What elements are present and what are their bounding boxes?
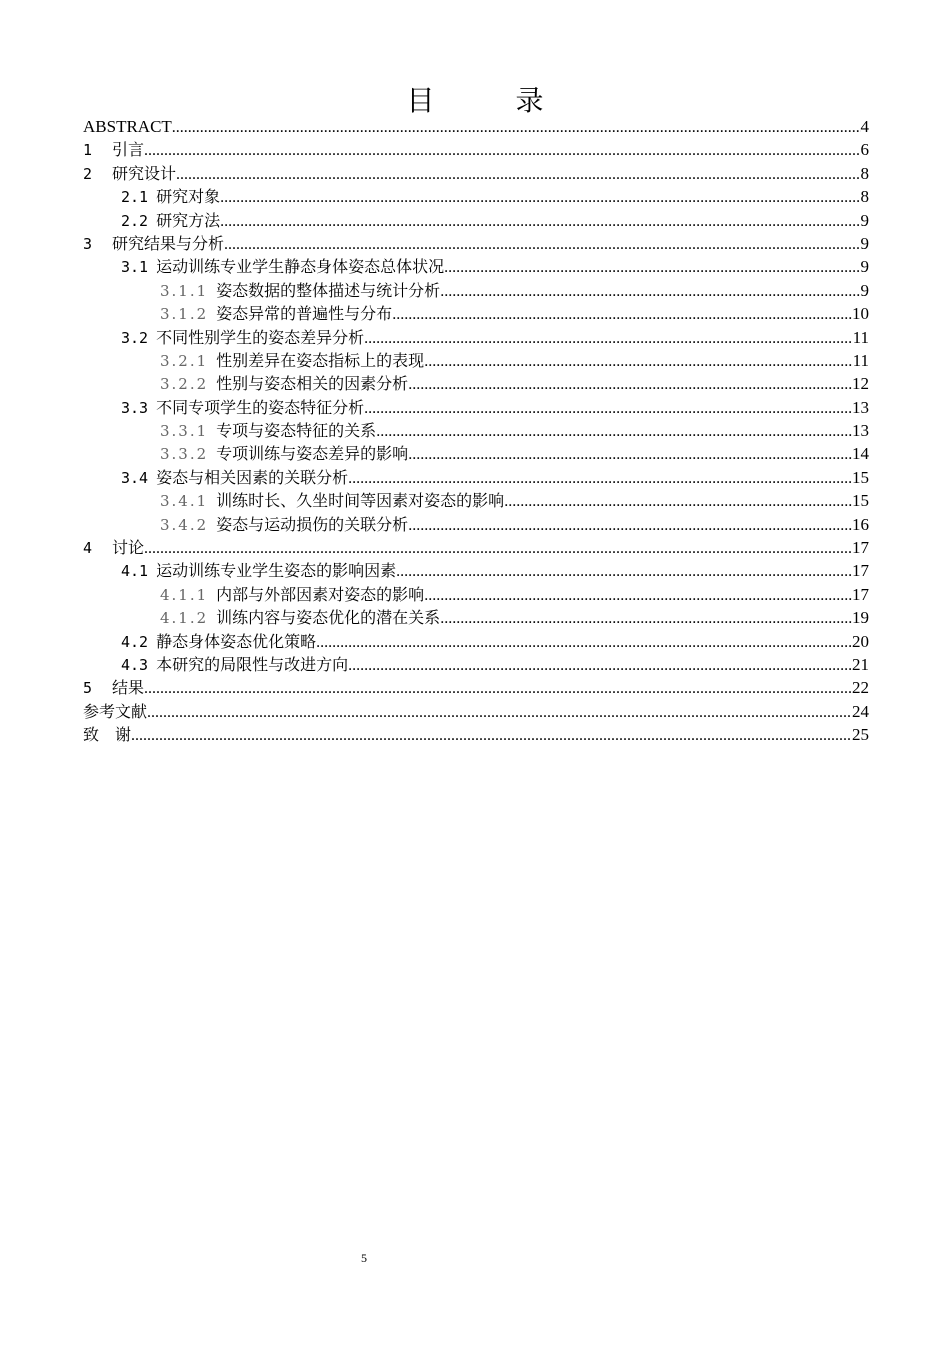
toc-entry-number: 3.3	[121, 398, 149, 417]
dot-leader	[504, 490, 852, 513]
dot-leader	[444, 256, 860, 279]
dot-leader	[316, 631, 852, 654]
toc-entry-label: 训练时长、久坐时间等因素对姿态的影响	[216, 491, 505, 511]
dot-leader	[348, 467, 852, 490]
toc-entry-number: 3.2.2	[160, 375, 209, 394]
toc-entry-label: 训练内容与姿态优化的潜在关系	[216, 608, 441, 628]
toc-entry[interactable]	[83, 536, 869, 559]
toc-entry[interactable]	[83, 138, 869, 161]
dot-leader	[131, 724, 852, 747]
toc-entry-page: 25	[852, 725, 869, 745]
toc-entry-label: 讨论	[112, 538, 145, 558]
toc-entry-page: 11	[852, 350, 869, 370]
toc-entry-label: 研究结果与分析	[112, 233, 225, 253]
dot-leader	[176, 163, 860, 186]
toc-entry[interactable]	[83, 255, 869, 278]
toc-entry[interactable]	[83, 232, 869, 255]
toc-entry-label: 引言	[112, 140, 145, 160]
toc-entry[interactable]	[83, 513, 869, 536]
dot-leader	[408, 443, 852, 466]
dot-leader	[396, 560, 852, 583]
toc-entry-number: 4.1.1	[160, 585, 209, 604]
dot-leader	[364, 397, 852, 420]
toc-entry-page: 9	[860, 257, 869, 277]
toc-entry-label: 研究方法	[156, 210, 221, 230]
toc-entry-number: 3.2	[121, 328, 149, 347]
toc-entry[interactable]	[83, 326, 869, 349]
toc-entry-label: 性别差异在姿态指标上的表现	[216, 350, 425, 370]
toc-entry-label: 静态身体姿态优化策略	[156, 631, 317, 651]
toc-entry-page: 15	[852, 467, 869, 487]
toc-entry-page: 11	[852, 327, 869, 347]
toc-entry-page: 8	[860, 163, 869, 183]
toc-entry-page: 17	[852, 561, 869, 581]
toc-entry-page: 20	[852, 631, 869, 651]
table-of-contents	[83, 115, 869, 747]
toc-entry-label: 内部与外部因素对姿态的影响	[216, 584, 425, 604]
toc-entry-page: 9	[860, 280, 869, 300]
toc-entry-label: 专项训练与姿态差异的影响	[216, 444, 409, 464]
toc-entry-page: 19	[852, 608, 869, 628]
dot-leader	[424, 350, 852, 373]
toc-entry-label: 运动训练专业学生姿态的影响因素	[156, 561, 397, 581]
dot-leader	[440, 607, 852, 630]
toc-entry-page: 9	[860, 210, 869, 230]
toc-entry-label: 本研究的局限性与改进方向	[156, 654, 349, 674]
dot-leader	[392, 303, 852, 326]
toc-entry[interactable]	[83, 279, 869, 302]
toc-entry-label: 姿态数据的整体描述与统计分析	[216, 280, 441, 300]
toc-entry-number: 5	[83, 679, 93, 698]
toc-entry-page: 6	[860, 140, 869, 160]
toc-entry-number: 3	[83, 234, 93, 253]
toc-entry[interactable]	[83, 419, 869, 442]
toc-entry-label: 姿态异常的普遍性与分布	[216, 304, 393, 324]
toc-entry-label: 性别与姿态相关的因素分析	[216, 374, 409, 394]
toc-entry[interactable]	[83, 653, 869, 676]
dot-leader	[224, 233, 860, 256]
toc-entry-number: 4.1	[121, 562, 149, 581]
toc-entry[interactable]	[83, 606, 869, 629]
toc-entry-number: 2.2	[121, 211, 149, 230]
dot-leader	[440, 280, 860, 303]
toc-entry-number: 4.2	[121, 632, 149, 651]
toc-entry-label: 研究设计	[112, 163, 177, 183]
toc-entry[interactable]	[83, 700, 869, 723]
toc-entry-number: 2.1	[121, 188, 149, 207]
toc-entry[interactable]	[83, 372, 869, 395]
toc-entry-page: 4	[860, 117, 869, 136]
toc-entry[interactable]	[83, 559, 869, 582]
toc-entry-number: 3.4	[121, 468, 149, 487]
toc-entry-number: 3.3.1	[160, 422, 209, 441]
toc-entry-label: 专项与姿态特征的关系	[216, 421, 377, 441]
dot-leader	[364, 327, 853, 350]
toc-entry-page: 21	[852, 654, 869, 674]
toc-title: 目 录	[406, 84, 580, 117]
toc-entry[interactable]	[83, 349, 869, 372]
dot-leader	[424, 584, 852, 607]
toc-entry-number: 3.1.2	[160, 305, 209, 324]
toc-entry-label: 姿态与相关因素的关联分析	[156, 467, 349, 487]
toc-entry[interactable]	[83, 489, 869, 512]
toc-entry-page: 14	[852, 444, 869, 464]
toc-entry-label: 不同专项学生的姿态特征分析	[156, 397, 365, 417]
toc-entry[interactable]	[83, 466, 869, 489]
dot-leader	[408, 373, 852, 396]
toc-entry-page: 16	[852, 514, 869, 534]
dot-leader	[144, 139, 860, 162]
toc-entry-number: 3.4.2	[160, 515, 209, 534]
toc-entry-number: 2	[83, 164, 93, 183]
toc-entry-label: 结果	[112, 678, 145, 698]
toc-entry-page: 9	[860, 233, 869, 253]
toc-entry-label: 不同性别学生的姿态差异分析	[156, 327, 365, 347]
toc-entry[interactable]	[83, 630, 869, 653]
toc-entry-page: 17	[852, 584, 869, 604]
toc-entry-page: 8	[860, 187, 869, 207]
toc-entry-number: 3.1	[121, 258, 149, 277]
toc-entry[interactable]	[83, 676, 869, 699]
toc-entry-number: 1	[83, 141, 93, 160]
toc-entry-page: 15	[852, 491, 869, 511]
toc-entry[interactable]	[83, 442, 869, 465]
toc-entry[interactable]	[83, 302, 869, 325]
page-number-footer: 5	[361, 1251, 367, 1265]
toc-entry-label: 姿态与运动损伤的关联分析	[216, 514, 409, 534]
toc-entry[interactable]	[83, 185, 869, 208]
dot-leader	[408, 514, 852, 537]
toc-entry[interactable]	[83, 162, 869, 185]
toc-entry-label: 参考文献	[83, 701, 148, 721]
dot-leader	[376, 420, 852, 443]
toc-entry-label: 研究对象	[156, 187, 221, 207]
toc-entry-page: 17	[852, 538, 869, 558]
toc-entry-number: 4	[83, 539, 93, 558]
toc-entry[interactable]	[83, 209, 869, 232]
dot-leader	[220, 186, 860, 209]
toc-entry-page: 13	[852, 397, 869, 417]
toc-entry-label: 致 谢	[83, 725, 132, 745]
toc-entry[interactable]	[83, 115, 869, 138]
dot-leader	[348, 654, 852, 677]
dot-leader	[172, 116, 861, 139]
toc-entry-number: 4.3	[121, 655, 149, 674]
toc-entry-page: 24	[852, 701, 869, 721]
toc-entry-number: 3.3.2	[160, 445, 209, 464]
toc-entry-label: 运动训练专业学生静态身体姿态总体状况	[156, 257, 445, 277]
toc-entry[interactable]	[83, 583, 869, 606]
toc-entry-label: ABSTRACT	[83, 117, 172, 136]
toc-entry[interactable]	[83, 723, 869, 746]
toc-entry-page: 12	[852, 374, 869, 394]
dot-leader	[144, 677, 852, 700]
toc-entry-page: 22	[852, 678, 869, 698]
toc-entry-page: 13	[852, 421, 869, 441]
toc-entry-number: 3.1.1	[160, 281, 209, 300]
toc-entry-number: 3.2.1	[160, 351, 209, 370]
toc-entry[interactable]	[83, 396, 869, 419]
dot-leader	[147, 701, 852, 724]
toc-entry-number: 3.4.1	[160, 492, 209, 511]
dot-leader	[220, 210, 860, 233]
dot-leader	[144, 537, 852, 560]
toc-entry-number: 4.1.2	[160, 609, 209, 628]
toc-entry-page: 10	[852, 304, 869, 324]
